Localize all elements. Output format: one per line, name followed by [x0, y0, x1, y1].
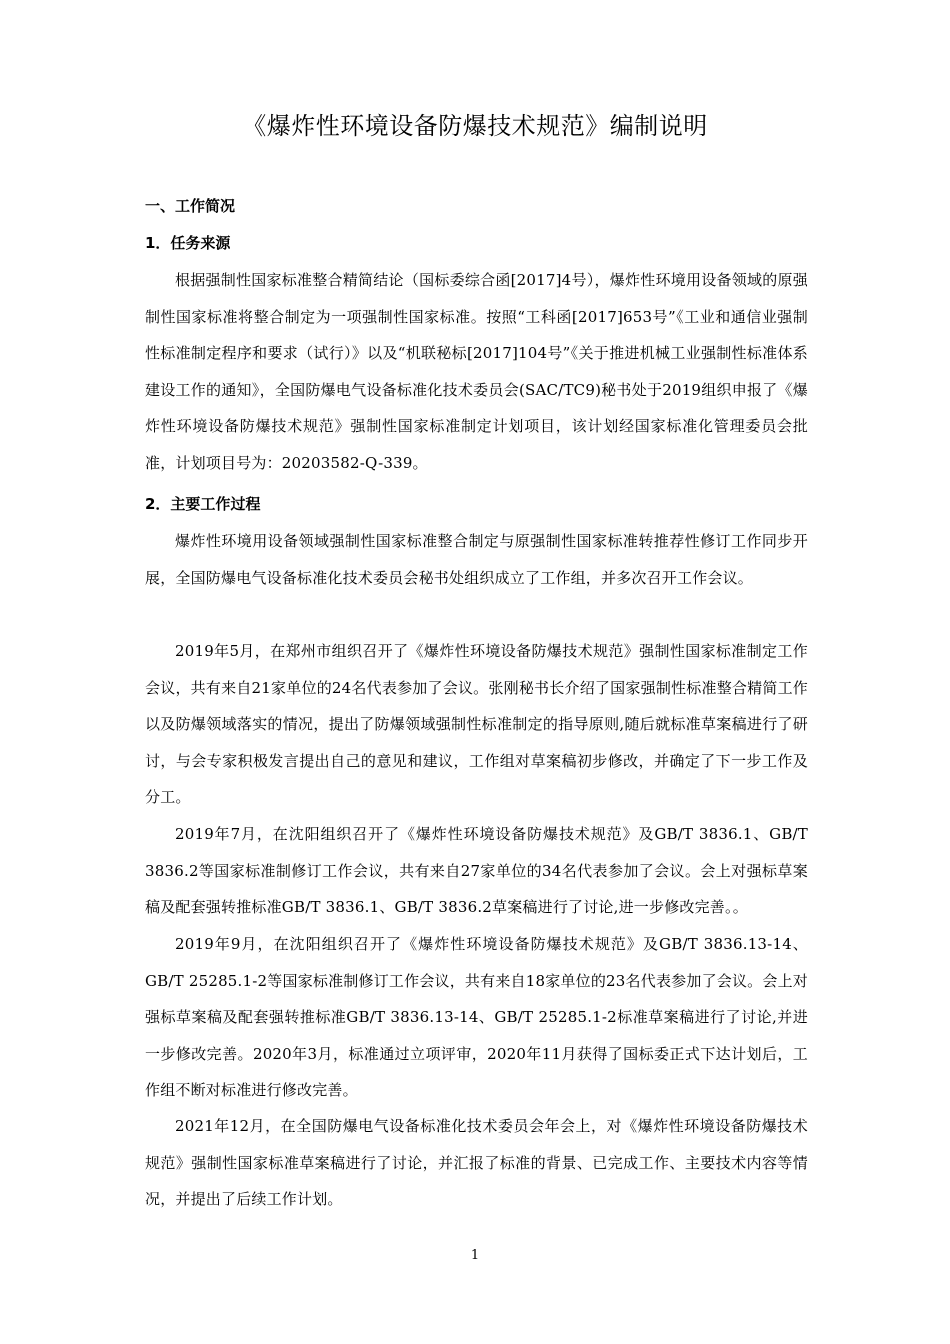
paragraph-process-2: 2019年5月，在郑州市组织召开了《爆炸性环境设备防爆技术规范》强制性国家标准制定工作会议，共有来自21家单位的24名代表参加了会议。张刚秘书长介绍了国家强制性标准整合精简工作以及防爆领域落实的情况，提出了防爆领域强制性标准制定的指导原则,随后就标准草案稿进行了研讨，与会专家积极发言提出自己的意见和建议，工作组对草案稿初步修改，并确定了下一步工作及分工。 — [145, 642, 808, 806]
subsection-heading-task-source: 1．任务来源 — [145, 234, 231, 252]
paragraph-task-source: 根据强制性国家标准整合精简结论（国标委综合函[2017]4号），爆炸性环境用设备领域的原强制性国家标准将整合制定为一项强制性国家标准。按照“工科函[2017]653号”《工业和通信业强制性标准制定程序和要求（试行）》以及“机联秘标[2017]104号”《关于推进机械工业强制性标准体系建设工作的通知》，全国防爆电气设备标准化技术委员会(SAC/TC9)秘书处于2019组织申报了《爆炸性环境设备防爆技术规范》强制性国家标准制定计划项目，该计划经国家标准化管理委员会批准，计划项目号为：20203582-Q-339。 — [145, 271, 808, 472]
page-number: 1 — [470, 1248, 480, 1263]
paragraph-process-4: 2019年9月，在沈阳组织召开了《爆炸性环境设备防爆技术规范》及GB/T 3836.13-14、GB/T 25285.1-2等国家标准制修订工作会议，共有来自18家单位的23名代表参加了会议。会上对强标草案稿及配套强转推标准GB/T 3836.13-14、GB/T 25285.1-2标准草案稿进行了讨论,并进一步修改完善。2020年3月，标准通过立项评审，2020年11月获得了国标委正式下达计划后，工作组不断对标准进行修改完善。 — [145, 935, 808, 1099]
paragraph-process-5: 2021年12月，在全国防爆电气设备标准化技术委员会年会上，对《爆炸性环境设备防爆技术规范》强制性国家标准草案稿进行了讨论，并汇报了标准的背景、已完成工作、主要技术内容等情况，并提出了后续工作计划。 — [145, 1117, 808, 1208]
section-heading-work-overview: 一、工作简况 — [145, 197, 236, 215]
paragraph-process-3: 2019年7月，在沈阳组织召开了《爆炸性环境设备防爆技术规范》及GB/T 3836.1、GB/T 3836.2等国家标准制修订工作会议，共有来自27家单位的34名代表参加了会议。会上对强标草案稿及配套强转推标准GB/T 3836.1、GB/T 3836.2草案稿进行了讨论,进一步修改完善。。 — [145, 825, 808, 916]
subsection-heading-work-process: 2．主要工作过程 — [145, 495, 261, 513]
document-title: 《爆炸性环境设备防爆技术规范》编制说明 — [242, 112, 708, 140]
paragraph-process-1: 爆炸性环境用设备领域强制性国家标准整合制定与原强制性国家标准转推荐性修订工作同步开展，全国防爆电气设备标准化技术委员会秘书处组织成立了工作组，并多次召开工作会议。 — [145, 532, 808, 587]
